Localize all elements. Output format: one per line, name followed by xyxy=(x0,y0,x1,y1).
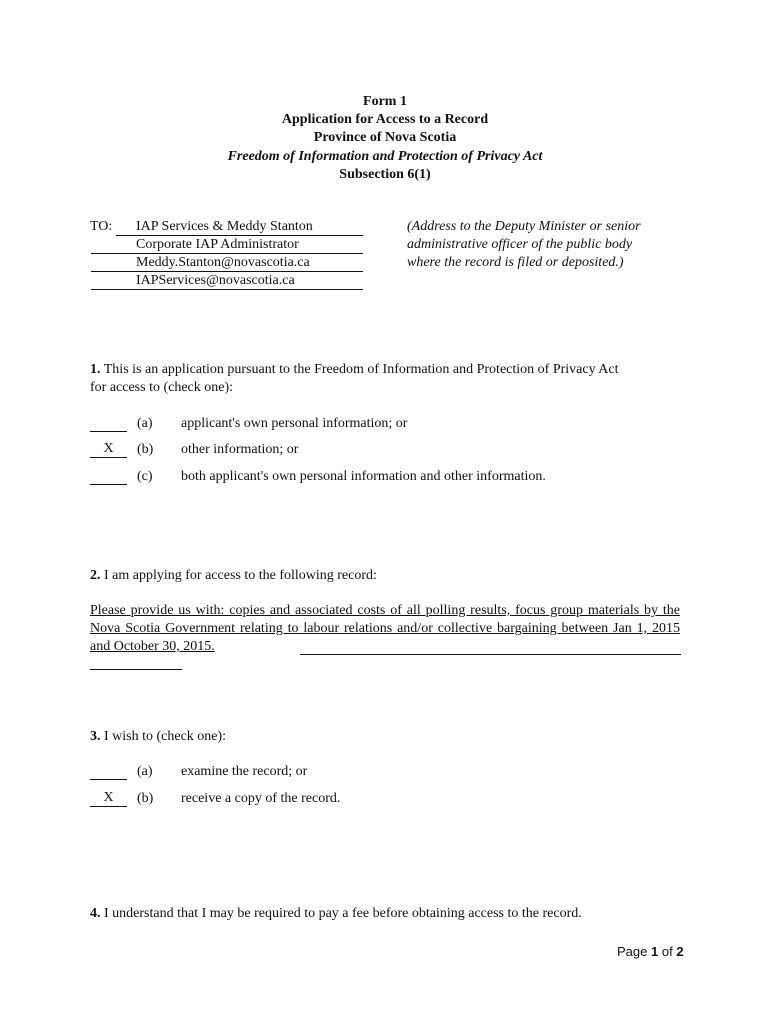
option-text: both applicant's own personal information and other information. xyxy=(181,469,546,484)
to-address-line: Meddy.Stanton@novascotia.ca xyxy=(91,254,363,272)
option-text: examine the record; or xyxy=(181,764,308,779)
to-address-line: IAPServices@novascotia.ca xyxy=(91,272,363,290)
checkbox-blank-3b[interactable]: X xyxy=(90,790,127,807)
record-fill-line xyxy=(300,654,681,655)
checkbox-blank-1a[interactable] xyxy=(90,415,127,432)
checkbox-blank-1b[interactable]: X xyxy=(90,441,127,458)
checkbox-blank-1c[interactable] xyxy=(90,468,127,485)
province-name: Province of Nova Scotia xyxy=(313,130,457,146)
section-3-number: 3. xyxy=(90,729,101,744)
address-note: (Address to the Deputy Minister or senior administrative officer of the public body where the record is filed or deposited.) xyxy=(407,219,641,270)
page-number xyxy=(617,943,684,961)
section-2-text: I am applying for access to the following record: xyxy=(104,568,377,583)
record-description[interactable] xyxy=(90,602,680,656)
section-4-heading xyxy=(90,905,582,923)
subsection: Subsection 6(1) xyxy=(339,166,431,182)
to-label: TO: xyxy=(90,218,116,236)
to-address-line: Corporate IAP Administrator xyxy=(91,236,363,254)
section-4-number: 4. xyxy=(90,906,101,921)
act-name: Freedom of Information and Protection of Privacy Act xyxy=(227,148,543,164)
section-4-text: I understand that I may be required to pay a fee before obtaining access to the record. xyxy=(104,906,582,921)
option-text: applicant's own personal information; or xyxy=(181,416,408,431)
section-1-text xyxy=(90,361,682,397)
section-2-number: 2. xyxy=(90,568,101,583)
to-address-block xyxy=(91,218,363,290)
section-3-text: I wish to (check one): xyxy=(104,729,227,744)
option-text: other information; or xyxy=(181,442,299,457)
form-number: Form 1 xyxy=(363,94,407,109)
current-page: 1 xyxy=(651,944,659,959)
form-header xyxy=(0,93,770,184)
option-letter: (b) xyxy=(137,791,154,806)
record-tail-line xyxy=(90,669,182,670)
section-1-line-1: This is an application pursuant to the Freedom of Information and Protection of Privacy Act xyxy=(103,362,619,377)
option-text: receive a copy of the record. xyxy=(181,791,341,806)
record-text: Please provide us with: copies and associated costs of all polling results, focus group materials by the Nova Scotia Government relating to labour relations and/or collective bargaining between Jan 1, 2015 and October 30, 2015. xyxy=(90,603,680,654)
option-letter: (b) xyxy=(137,442,154,457)
checkbox-blank-3a[interactable] xyxy=(90,763,127,780)
section-1-number: 1. xyxy=(90,362,101,377)
section-1-line-2: for access to (check one): xyxy=(90,380,234,395)
to-address-line: IAP Services & Meddy Stanton xyxy=(91,218,363,236)
option-letter: (c) xyxy=(137,469,153,484)
option-letter: (a) xyxy=(137,416,153,431)
of-word: of xyxy=(661,944,673,959)
page-word: Page xyxy=(617,944,648,959)
section-3-heading xyxy=(90,728,226,746)
section-2-heading xyxy=(90,567,377,585)
form-title: Application for Access to a Record xyxy=(281,112,489,128)
total-pages: 2 xyxy=(676,944,684,959)
option-letter: (a) xyxy=(137,764,153,779)
